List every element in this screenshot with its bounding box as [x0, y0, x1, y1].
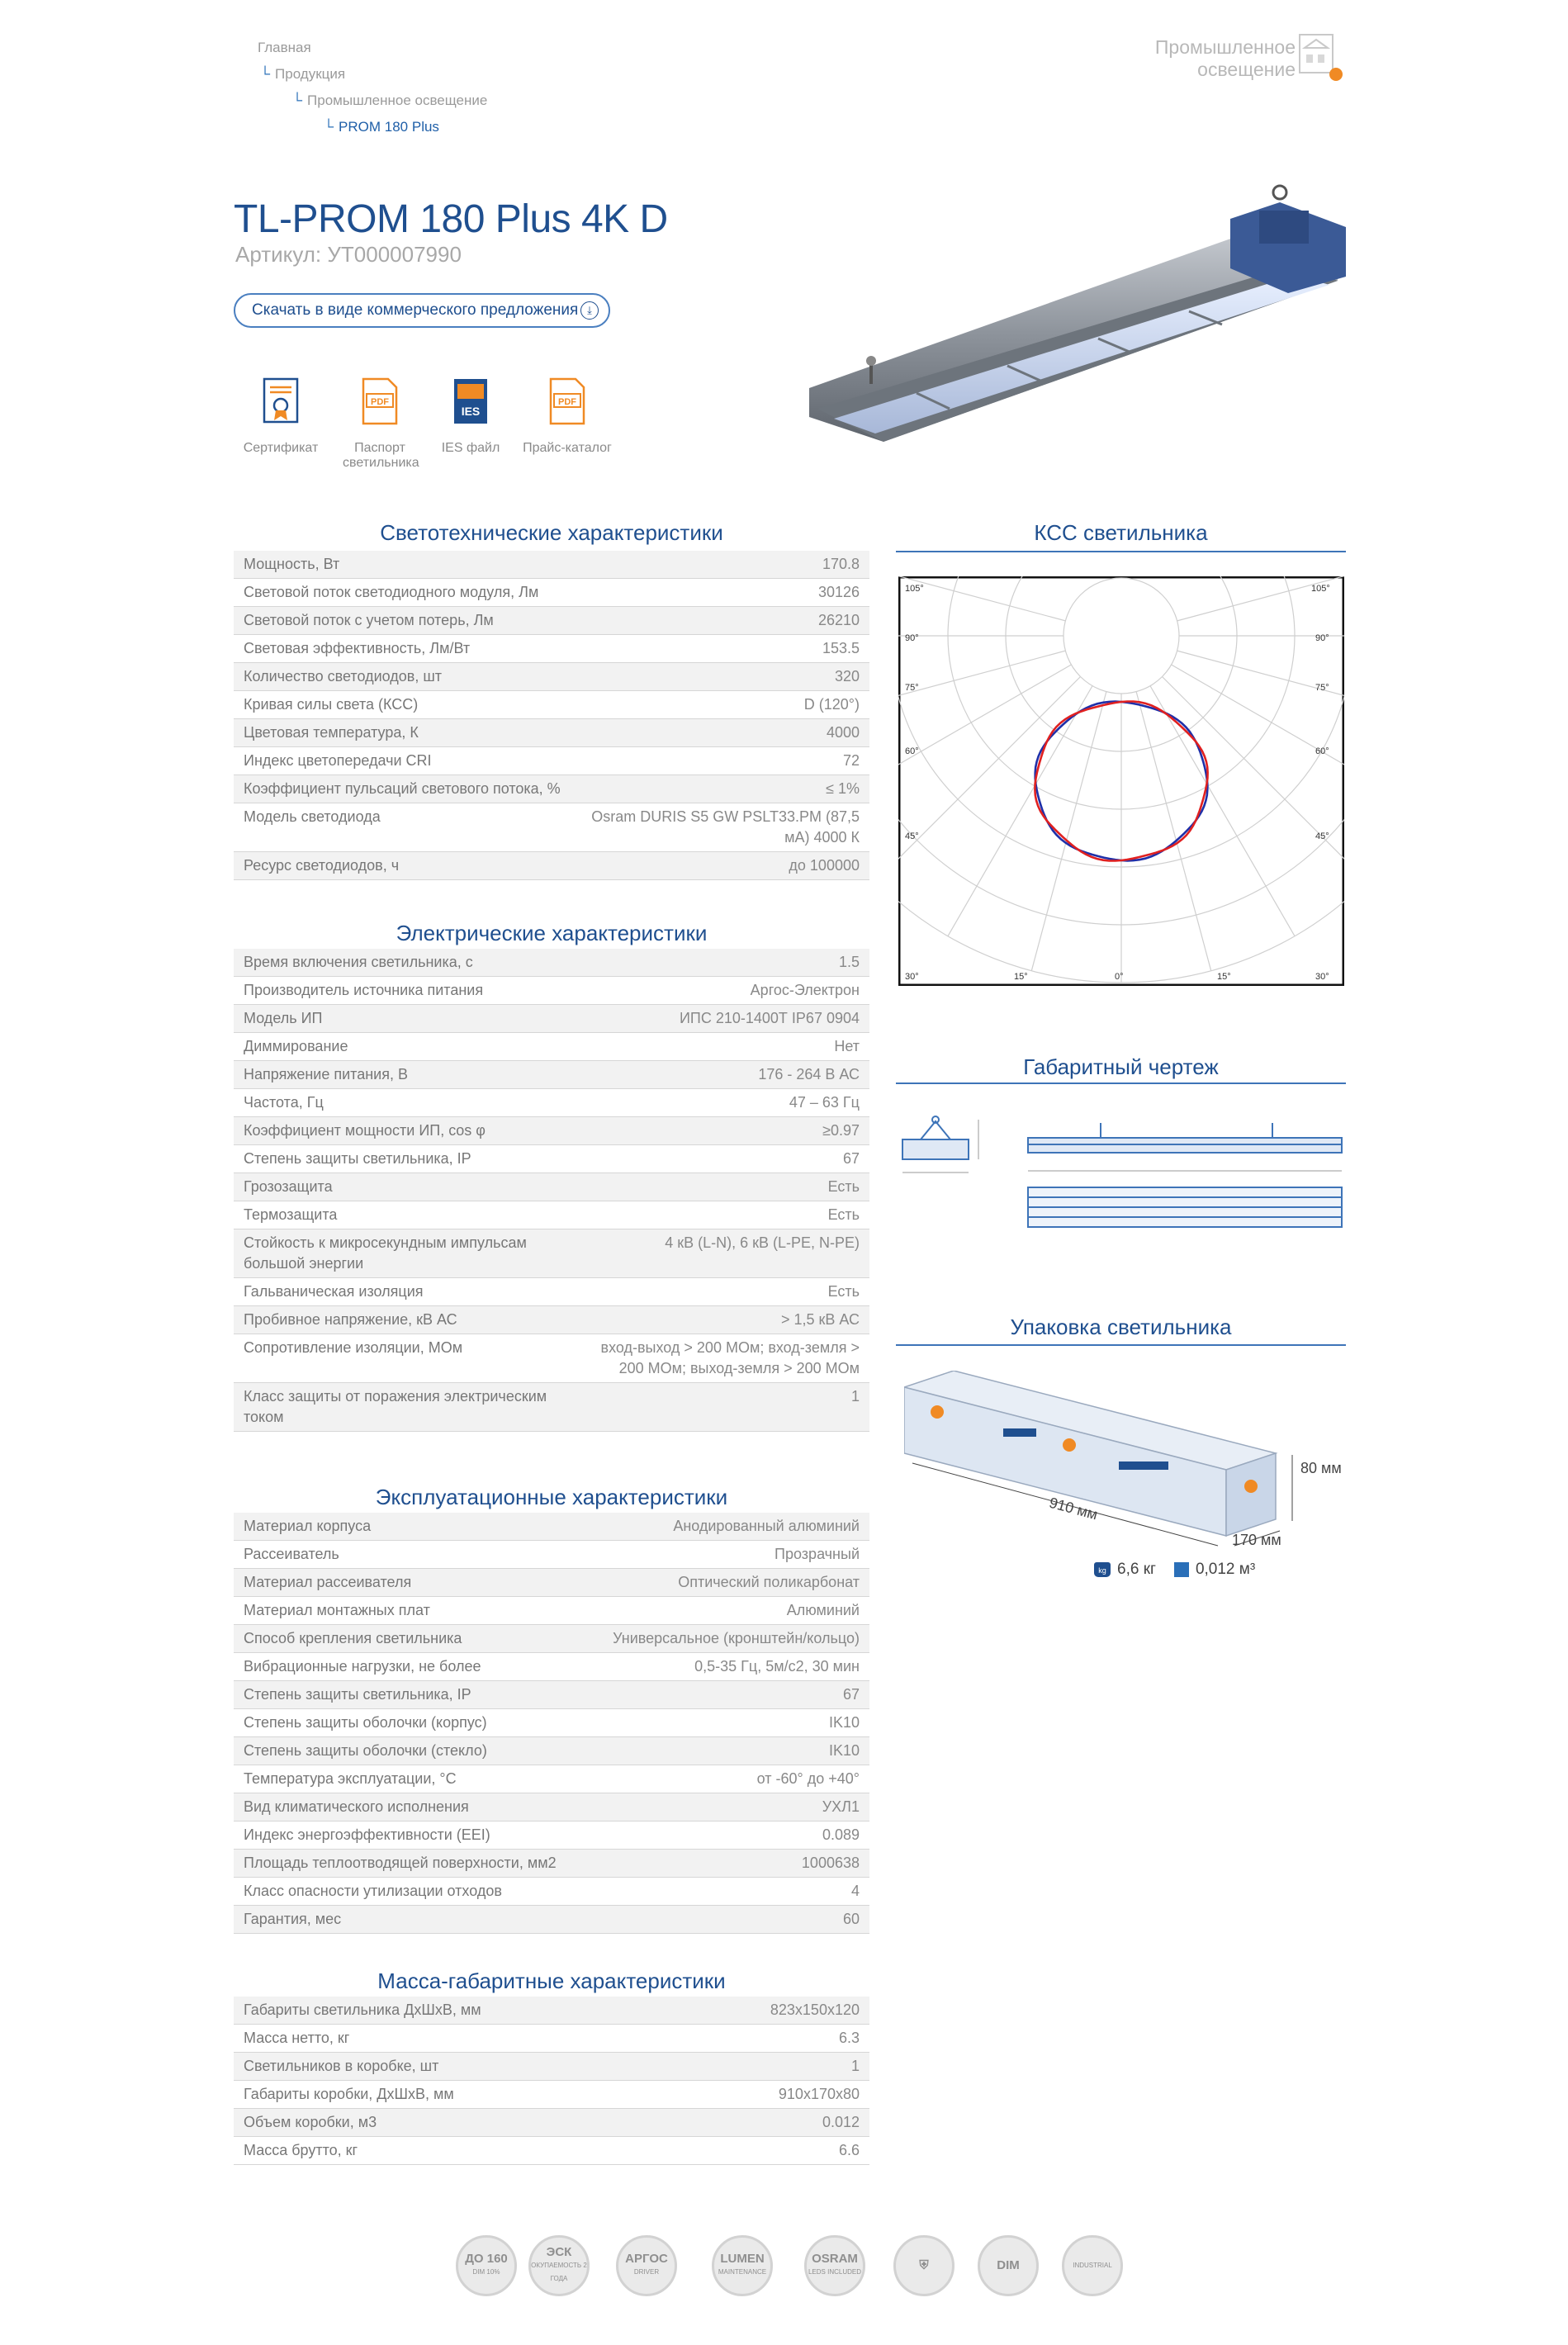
ies-icon [451, 377, 490, 425]
table-row [234, 1737, 869, 1765]
spec-label: Гальваническая изоляция [234, 1278, 576, 1306]
download-icon: ⤓ [580, 301, 599, 320]
table-row [234, 607, 869, 635]
spec-value: ИПС 210-1400Т IP67 0904 [576, 1005, 869, 1033]
table-row [234, 551, 869, 579]
spec-label: Температура эксплуатации, °С [234, 1765, 576, 1793]
spec-value: 1.5 [576, 949, 869, 977]
spec-value: 6.3 [576, 2025, 869, 2053]
angle-label: 15° [1217, 972, 1231, 982]
argos-icon: АРГОС DRIVER [616, 2235, 677, 2296]
spec-value: 1000638 [576, 1850, 869, 1878]
ies-label: IES файл [441, 441, 500, 455]
spec-label: Стойкость к микросекундным импульсам большой энергии [234, 1229, 576, 1278]
table-row [234, 775, 869, 803]
table-row [234, 663, 869, 691]
spec-label: Модель ИП [234, 1005, 576, 1033]
packaging-weight: 6,6 кг [1117, 1561, 1156, 1578]
spec-value: 67 [576, 1145, 869, 1173]
section-divider [896, 551, 1346, 552]
spec-label: Световой поток с учетом потерь, Лм [234, 607, 576, 635]
table-row [234, 691, 869, 719]
spec-label: Модель светодиода [234, 803, 576, 852]
table-row [234, 1653, 869, 1681]
spec-value: Оптический поликарбонат [576, 1569, 869, 1597]
electric-specs-title: Электрические характеристики [396, 921, 708, 945]
angle-label: 15° [1014, 972, 1028, 982]
svg-text:IES: IES [461, 405, 481, 418]
spec-label: Рассеиватель [234, 1541, 576, 1569]
angle-label: 45° [1315, 831, 1329, 841]
spec-value: ≥0.97 [576, 1117, 869, 1145]
spec-value: 4000 [576, 719, 869, 747]
breadcrumb-home[interactable]: Главная [258, 40, 311, 55]
table-row [234, 579, 869, 607]
table-row [234, 1765, 869, 1793]
spec-value: 0,5-35 Гц, 5м/с2, 30 мин [576, 1653, 869, 1681]
spec-value: от -60° до +40° [576, 1765, 869, 1793]
spec-value: вход-выход > 200 МОм; вход-земля > 200 МОм; выход-земля > 200 МОм [576, 1334, 869, 1383]
spec-value: Анодированный алюминий [576, 1513, 869, 1541]
spec-label: Коэффициент пульсаций светового потока, % [234, 775, 576, 803]
table-row [234, 719, 869, 747]
category-label[interactable]: Промышленное освещение [1154, 36, 1296, 80]
mass-specs-title: Масса-габаритные характеристики [377, 1968, 726, 1993]
angle-label: 105° [905, 584, 924, 594]
dim-icon: DIM [978, 2235, 1039, 2296]
table-row [234, 1850, 869, 1878]
spec-label: Степень защиты оболочки (корпус) [234, 1709, 576, 1737]
spec-label: Габариты коробки, ДхШхВ, мм [234, 2081, 576, 2109]
spec-label: Кривая силы света (КСС) [234, 691, 576, 719]
spec-label: Вибрационные нагрузки, не более [234, 1653, 576, 1681]
table-row [234, 1878, 869, 1906]
product-image [801, 178, 1371, 458]
table-row [234, 1822, 869, 1850]
spec-value: D (120°) [576, 691, 869, 719]
spec-value: Нет [576, 1033, 869, 1061]
table-row [234, 747, 869, 775]
table-row [234, 1597, 869, 1625]
spec-label: Коэффициент мощности ИП, cos φ [234, 1117, 576, 1145]
spec-value: 6.6 [576, 2137, 869, 2165]
spec-value: 4 кВ (L-N), 6 кВ (L-PE, N-PE) [576, 1229, 869, 1278]
spec-label: Грозозащита [234, 1173, 576, 1201]
angle-label: 60° [905, 746, 919, 756]
tree-branch-icon: └ [292, 92, 303, 108]
dimensional-drawing [896, 1098, 1346, 1255]
certificate-icon [261, 377, 301, 425]
section-divider [896, 1344, 1346, 1346]
table-row [234, 1541, 869, 1569]
spec-label: Термозащита [234, 1201, 576, 1229]
spec-label: Светильников в коробке, шт [234, 2053, 576, 2081]
packaging-box-image [904, 1371, 1350, 1585]
kss-polar-diagram [898, 576, 1344, 986]
table-row [234, 1334, 869, 1383]
spec-value: 67 [576, 1681, 869, 1709]
table-row [234, 635, 869, 663]
table-row [234, 1061, 869, 1089]
spec-label: Индекс цветопередачи CRI [234, 747, 576, 775]
spec-label: Количество светодиодов, шт [234, 663, 576, 691]
ies-file-link[interactable] [421, 377, 520, 456]
spec-label: Время включения светильника, с [234, 949, 576, 977]
table-row [234, 1306, 869, 1334]
table-row [234, 2025, 869, 2053]
cube-icon [1174, 1562, 1189, 1577]
spec-label: Световая эффективность, Лм/Вт [234, 635, 576, 663]
table-row [234, 1997, 869, 2025]
spec-value: 26210 [576, 607, 869, 635]
angle-label: 0° [1115, 972, 1124, 982]
svg-text:PDF: PDF [371, 397, 389, 407]
table-row [234, 2109, 869, 2137]
spec-label: Масса брутто, кг [234, 2137, 576, 2165]
spec-value: Аргос-Электрон [576, 977, 869, 1005]
angle-label: 105° [1311, 584, 1330, 594]
spec-value: 4 [576, 1878, 869, 1906]
download-offer-button[interactable]: Скачать в виде коммерческого предложения ⤓ [234, 293, 610, 328]
spec-value: Есть [576, 1201, 869, 1229]
spec-value: 72 [576, 747, 869, 775]
table-row [234, 1513, 869, 1541]
spec-value: 910х170х80 [576, 2081, 869, 2109]
angle-label: 60° [1315, 746, 1329, 756]
spec-value: 823х150х120 [576, 1997, 869, 2025]
table-row [234, 2081, 869, 2109]
section-divider [896, 1082, 1346, 1084]
light-specs-title: Светотехнические характеристики [380, 520, 723, 545]
spec-value: до 100000 [576, 852, 869, 880]
do160-icon: ДО 160 DIM 10% [456, 2235, 517, 2296]
spec-value: Osram DURIS S5 GW PSLT33.PM (87,5 мА) 4000 К [576, 803, 869, 852]
tree-branch-icon: └ [324, 119, 334, 135]
spec-value: Универсальное (кронштейн/кольцо) [576, 1625, 869, 1653]
spec-label: Индекс энергоэффективности (EEI) [234, 1822, 576, 1850]
spec-value: ≤ 1% [576, 775, 869, 803]
spec-value: 1 [576, 2053, 869, 2081]
passport-label: Паспорт светильника [343, 441, 419, 470]
angle-label: 30° [905, 972, 919, 982]
spec-label: Масса нетто, кг [234, 2025, 576, 2053]
spec-label: Габариты светильника ДхШхВ, мм [234, 1997, 576, 2025]
spec-label: Ресурс светодиодов, ч [234, 852, 576, 880]
industrial-lens-icon: INDUSTRIAL [1062, 2235, 1123, 2296]
shield-icon: ⛨ [893, 2235, 955, 2296]
box-length-label: 910 мм [1047, 1494, 1100, 1523]
angle-label: 30° [1315, 972, 1329, 982]
table-row [234, 1709, 869, 1737]
spec-value: Есть [576, 1173, 869, 1201]
spec-label: Объем коробки, м3 [234, 2109, 576, 2137]
price-catalog-label: Прайс-каталог [523, 441, 612, 455]
spec-label: Сопротивление изоляции, МОм [234, 1334, 576, 1383]
spec-label: Диммирование [234, 1033, 576, 1061]
table-row [234, 1005, 869, 1033]
spec-label: Материал рассеивателя [234, 1569, 576, 1597]
spec-value: 320 [576, 663, 869, 691]
spec-label: Материал монтажных плат [234, 1597, 576, 1625]
table-row [234, 1383, 869, 1432]
breadcrumb-industrial[interactable]: └ Промышленное освещение [292, 92, 488, 108]
spec-value: 0.012 [576, 2109, 869, 2137]
lumen-icon: LUMEN MAINTENANCE [712, 2235, 773, 2296]
spec-label: Степень защиты светильника, IP [234, 1145, 576, 1173]
spec-label: Цветовая температура, К [234, 719, 576, 747]
spec-value: 170.8 [576, 551, 869, 579]
table-row [234, 977, 869, 1005]
table-row [234, 1173, 869, 1201]
spec-value: Есть [576, 1278, 869, 1306]
light-specs-table [234, 551, 869, 880]
table-row [234, 1201, 869, 1229]
electric-specs-table [234, 949, 869, 1432]
packaging-weight-volume [1094, 1561, 1255, 1579]
spec-label: Площадь теплоотводящей поверхности, мм2 [234, 1850, 576, 1878]
table-row [234, 1681, 869, 1709]
spec-value: Алюминий [576, 1597, 869, 1625]
angle-label: 90° [1315, 633, 1329, 643]
table-row [234, 1906, 869, 1934]
operation-specs-title: Эксплуатационные характеристики [375, 1485, 728, 1509]
osram-icon: OSRAM LEDS INCLUDED [804, 2235, 865, 2296]
spec-label: Класс опасности утилизации отходов [234, 1878, 576, 1906]
angle-label: 90° [905, 633, 919, 643]
kss-title: КСС светильника [1034, 520, 1208, 545]
spec-value: Прозрачный [576, 1541, 869, 1569]
table-row [234, 1229, 869, 1278]
spec-label: Напряжение питания, В [234, 1061, 576, 1089]
table-row [234, 1569, 869, 1597]
table-row [234, 1793, 869, 1822]
packaging-volume: 0,012 м³ [1195, 1561, 1256, 1578]
table-row [234, 1145, 869, 1173]
spec-value: > 1,5 кВ АС [576, 1306, 869, 1334]
box-width-label: 170 мм [1232, 1532, 1281, 1548]
table-row [234, 852, 869, 880]
table-row [234, 1033, 869, 1061]
table-row [234, 1117, 869, 1145]
angle-label: 45° [905, 831, 919, 841]
breadcrumb-current: └ PROM 180 Plus [324, 119, 439, 135]
spec-value: IK10 [576, 1737, 869, 1765]
spec-value: 153.5 [576, 635, 869, 663]
packaging-title: Упаковка светильника [1010, 1315, 1232, 1339]
table-row [234, 803, 869, 852]
drawing-title: Габаритный чертеж [1023, 1054, 1219, 1079]
certificate-label: Сертификат [243, 441, 319, 455]
spec-label: Способ крепления светильника [234, 1625, 576, 1653]
product-article: Артикул: УТ000007990 [235, 242, 462, 267]
breadcrumb-products[interactable]: └ Продукция [260, 66, 346, 82]
price-catalog-link[interactable] [518, 377, 617, 456]
spec-label: Степень защиты оболочки (стекло) [234, 1737, 576, 1765]
table-row [234, 949, 869, 977]
spec-value: IK10 [576, 1709, 869, 1737]
pdf-icon [547, 377, 587, 425]
table-row [234, 1089, 869, 1117]
spec-label: Производитель источника питания [234, 977, 576, 1005]
certificate-link[interactable] [231, 377, 330, 456]
spec-label: Гарантия, мес [234, 1906, 576, 1934]
spec-label: Степень защиты светильника, IP [234, 1681, 576, 1709]
spec-value: 0.089 [576, 1822, 869, 1850]
table-row [234, 2137, 869, 2165]
spec-value: УХЛ1 [576, 1793, 869, 1822]
spec-value: 47 – 63 Гц [576, 1089, 869, 1117]
spec-label: Мощность, Вт [234, 551, 576, 579]
spec-value: 1 [576, 1383, 869, 1432]
spec-value: 60 [576, 1906, 869, 1934]
spec-value: 30126 [576, 579, 869, 607]
spec-label: Материал корпуса [234, 1513, 576, 1541]
angle-label: 75° [1315, 683, 1329, 693]
tree-branch-icon: └ [260, 66, 271, 82]
pdf-icon [360, 377, 400, 425]
spec-value: 176 - 264 В АС [576, 1061, 869, 1089]
svg-text:PDF: PDF [558, 397, 576, 407]
weight-icon: kg [1094, 1562, 1111, 1577]
esk-icon: ЭСК ОКУПАЕМОСТЬ 2 ГОДА [528, 2235, 590, 2296]
spec-label: Световой поток светодиодного модуля, Лм [234, 579, 576, 607]
operation-specs-table [234, 1513, 869, 1934]
mass-specs-table [234, 1997, 869, 2165]
spec-label: Класс защиты от поражения электрическим током [234, 1383, 576, 1432]
angle-label: 75° [905, 683, 919, 693]
passport-link[interactable] [330, 377, 429, 471]
spec-label: Вид климатического исполнения [234, 1793, 576, 1822]
box-height-label: 80 мм [1300, 1460, 1342, 1476]
table-row [234, 1625, 869, 1653]
spec-label: Частота, Гц [234, 1089, 576, 1117]
table-row [234, 2053, 869, 2081]
spec-label: Пробивное напряжение, кВ АС [234, 1306, 576, 1334]
table-row [234, 1278, 869, 1306]
industrial-building-icon [1298, 33, 1344, 83]
product-title: TL-PROM 180 Plus 4K D [234, 197, 668, 241]
